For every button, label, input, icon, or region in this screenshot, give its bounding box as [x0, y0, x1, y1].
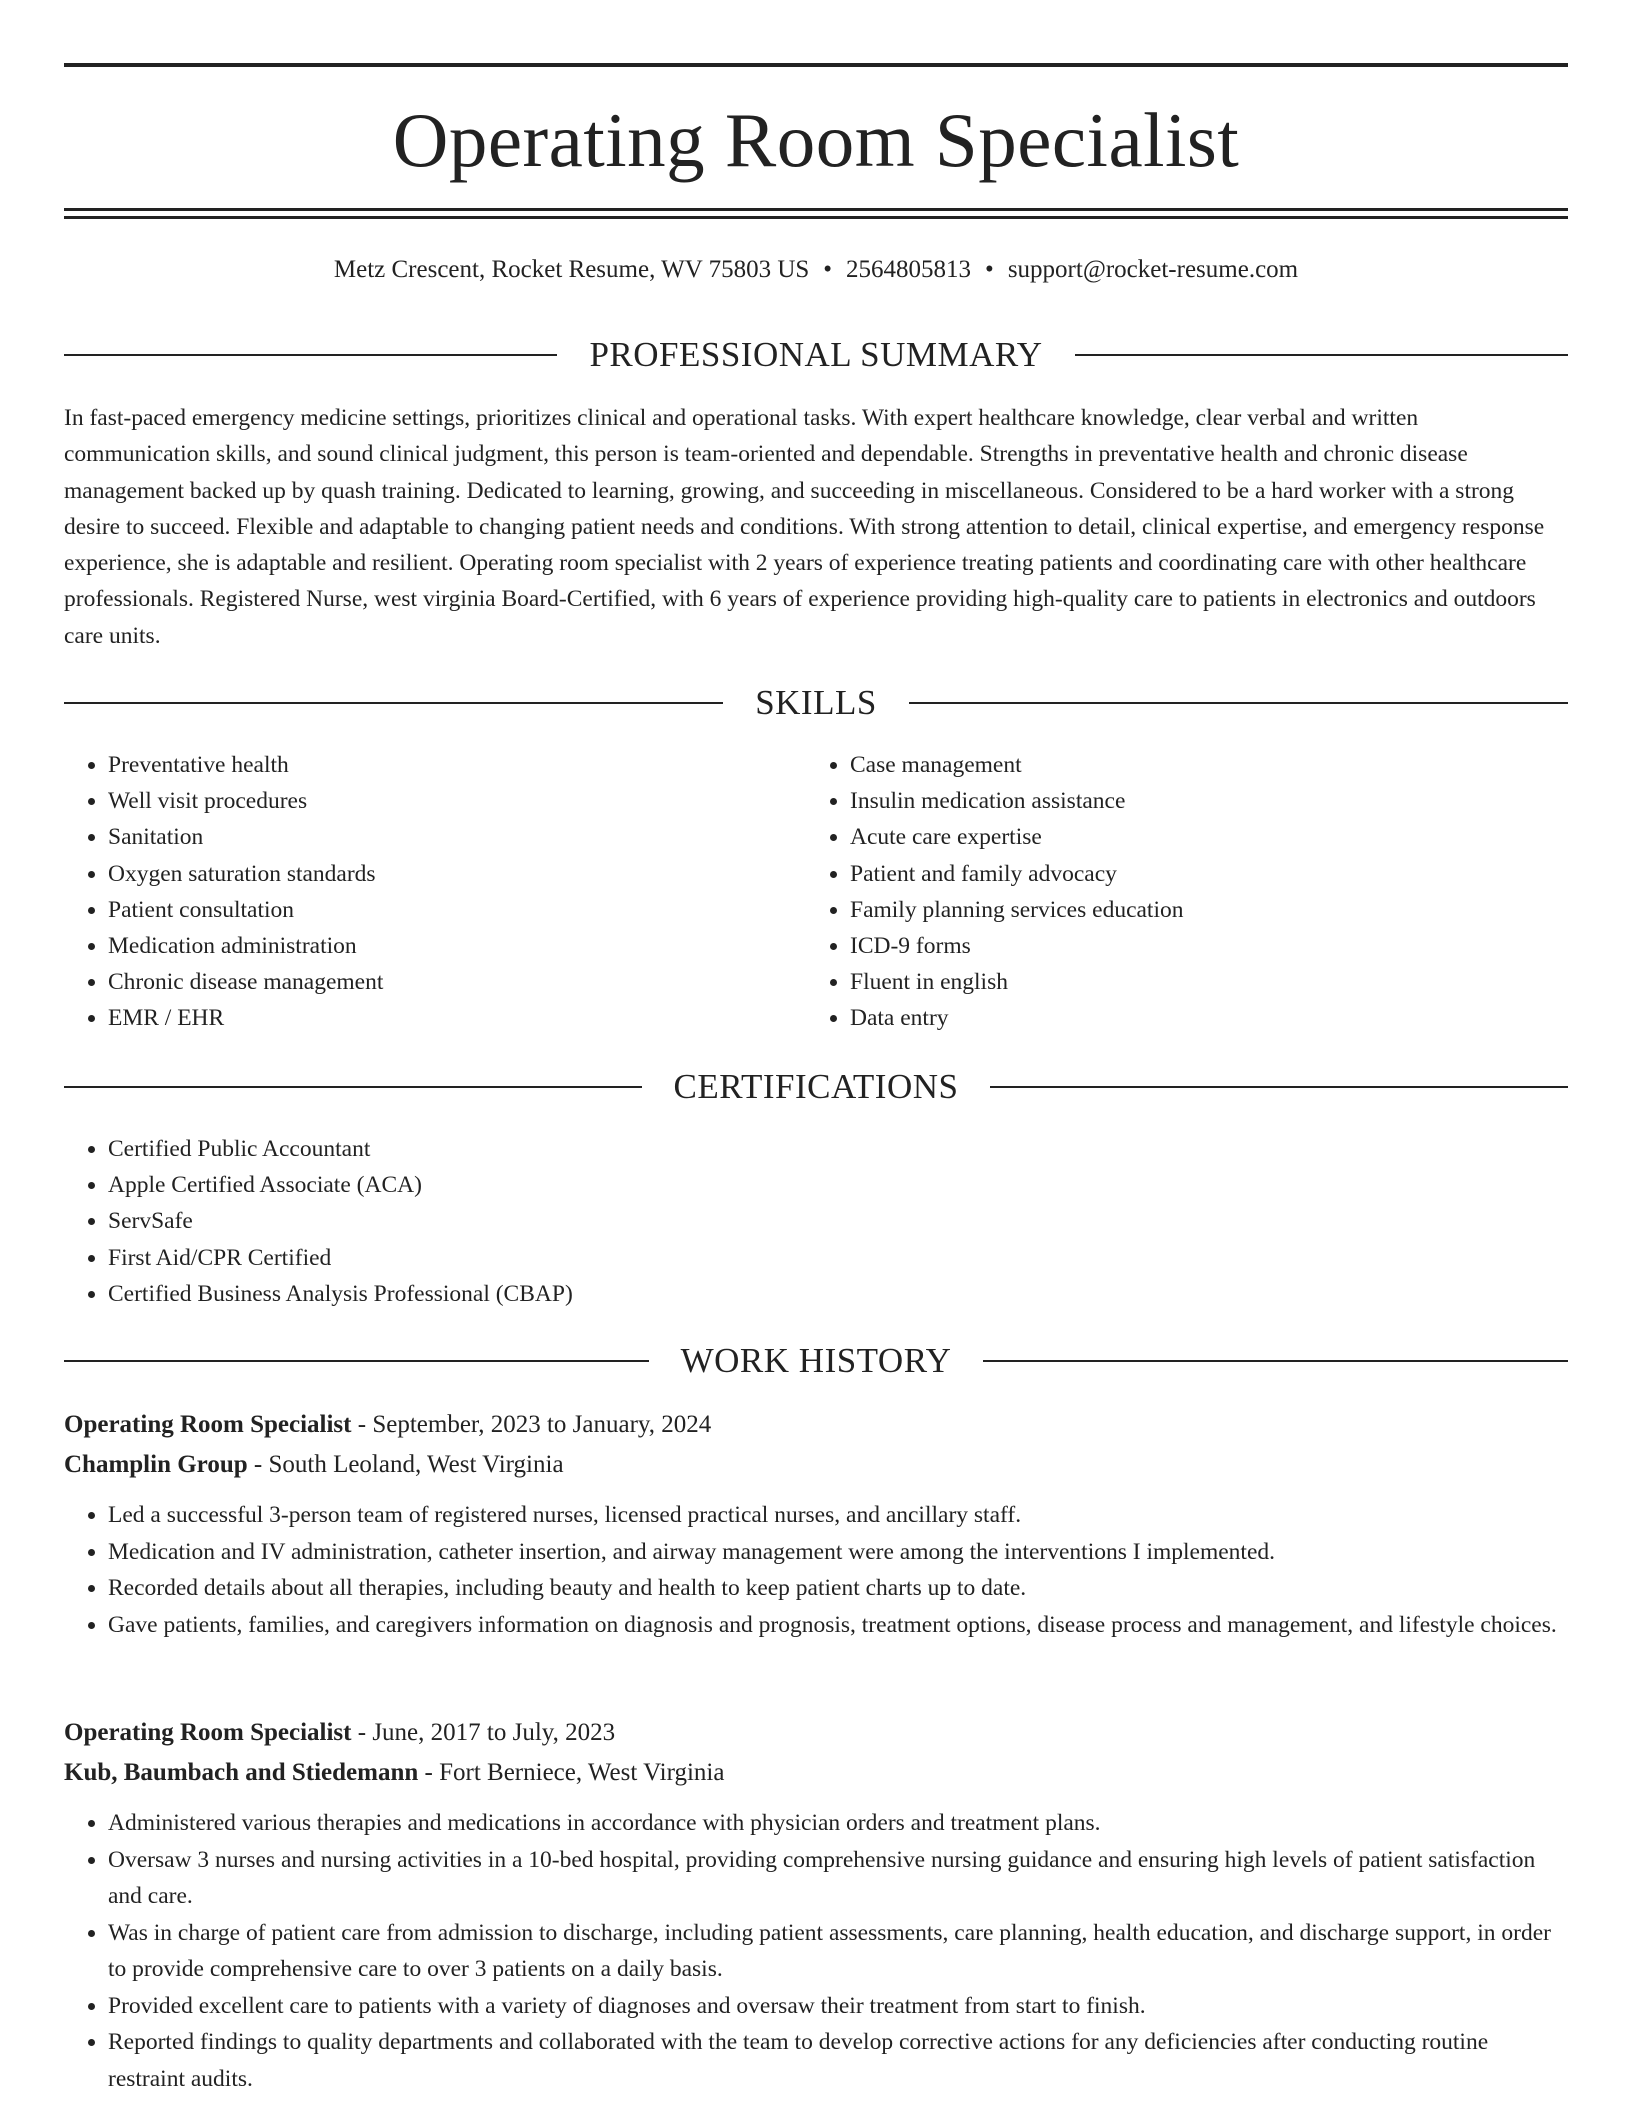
work-history-heading [64, 1339, 1568, 1383]
contact-line [64, 252, 1568, 288]
skill-item: • Sanitation [108, 819, 804, 855]
skill-item: • Case management [850, 747, 1568, 783]
skill-item: • Family planning services education [850, 892, 1568, 928]
skills-left-column [64, 747, 804, 1037]
skill-item: • Patient and family advocacy [850, 856, 1568, 892]
certification-item: • Certified Public Accountant [108, 1131, 1568, 1167]
job-bullet: • Medication and IV administration, catheter insertion, and airway management were among the interventions I implemented. [108, 1534, 1568, 1571]
job-company-line [64, 1753, 1568, 1793]
job-bullets [64, 1497, 1568, 1643]
certification-item: • Apple Certified Associate (ACA) [108, 1167, 1568, 1203]
job-bullet: • Recorded details about all therapies, including beauty and health to keep patient charts up to date. [108, 1570, 1568, 1607]
contact-address: Metz Crescent, Rocket Resume, WV 75803 US [333, 256, 810, 283]
skill-item: • Acute care expertise [850, 819, 1568, 855]
resume-title: Operating Room Specialist [392, 97, 1240, 183]
job-bullet: • Administered various therapies and medications in accordance with physician orders and treatment plans. [108, 1805, 1568, 1842]
skill-item: • Chronic disease management [108, 964, 804, 1000]
heading-rule-left [64, 1086, 642, 1088]
job-bullet: • Led a successful 3-person team of registered nurses, licensed practical nurses, and ancillary staff. [108, 1497, 1568, 1534]
work-history-heading-label: WORK HISTORY [680, 1341, 952, 1380]
job-bullet: • Provided excellent care to patients with a variety of diagnoses and oversaw their treatment from start to finish. [108, 1988, 1568, 2025]
title-rule-lower [64, 216, 1568, 219]
job-bullet: • Gave patients, families, and caregivers information on diagnosis and prognosis, treatment options, disease process and management, and lifestyle choices. [108, 1607, 1568, 1644]
skill-item: • EMR / EHR [108, 1000, 804, 1036]
skill-item: • Preventative health [108, 747, 804, 783]
job-company: Champlin Group [64, 1451, 248, 1478]
job-company: Kub, Baumbach and Stiedemann [64, 1759, 419, 1786]
heading-rule-right [909, 702, 1568, 704]
job-title-line [64, 1713, 1568, 1753]
contact-phone: 2564805813 [846, 256, 972, 283]
heading-rule-left [64, 702, 723, 704]
certifications-list [64, 1131, 1568, 1312]
top-rule [64, 63, 1568, 67]
skills-heading [64, 681, 1568, 725]
job-location: - Fort Berniece, West Virginia [424, 1759, 725, 1786]
summary-heading [64, 333, 1568, 377]
job-title: Operating Room Specialist [64, 1719, 352, 1746]
job-title-line [64, 1405, 1568, 1445]
skills-right-column [806, 747, 1568, 1037]
title-rule-upper [64, 208, 1568, 211]
certification-item: • Certified Business Analysis Professional (CBAP) [108, 1276, 1568, 1312]
contact-email: support@rocket-resume.com [1007, 256, 1299, 283]
heading-rule-right [1075, 354, 1568, 356]
job-bullets [64, 1805, 1568, 2097]
job-title: Operating Room Specialist [64, 1411, 352, 1438]
skill-item: • Data entry [850, 1000, 1568, 1036]
skill-item: • Oxygen saturation standards [108, 856, 804, 892]
job-company-line [64, 1445, 1568, 1485]
job-bullet: • Reported findings to quality departments and collaborated with the team to develop corrective actions for any deficiencies after conducting routine restraint audits. [108, 2024, 1568, 2097]
heading-rule-left [64, 1360, 649, 1362]
job-dates: - September, 2023 to January, 2024 [357, 1411, 712, 1438]
certifications-heading [64, 1065, 1568, 1109]
certification-item: • First Aid/CPR Certified [108, 1240, 1568, 1276]
skill-item: • Well visit procedures [108, 783, 804, 819]
contact-separator: • [823, 256, 833, 283]
heading-rule-right [990, 1086, 1568, 1088]
job-bullet: • Oversaw 3 nurses and nursing activities in a 10-bed hospital, providing comprehensive nursing guidance and ensuring high levels of patient satisfaction and care. [108, 1842, 1568, 1915]
summary-text: In fast-paced emergency medicine settings, prioritizes clinical and operational tasks. With expert healthcare knowledge, clear verbal and written communication skills, and sound clinical judgment, this person is team-oriented and dependable. Strengths in preventative health and chronic disease management backed up by quash training. Dedicated to learning, growing, and succeeding in miscellaneous. Considered to be a hard worker with a strong desire to succeed. Flexible and adaptable to changing patient needs and conditions. With strong attention to detail, clinical expertise, and emergency response experience, she is adaptable and resilient. Operating room specialist with 2 years of experience treating patients and coordinating care with other healthcare professionals. Registered Nurse, west virginia Board-Certified, with 6 years of experience providing high-quality care to patients in electronics and outdoors care units. [64, 405, 1545, 649]
job-bullet: • Was in charge of patient care from admission to discharge, including patient assessments, care planning, health education, and discharge support, in order to provide comprehensive care to over 3 patients on a daily basis. [108, 1915, 1568, 1988]
certifications-heading-label: CERTIFICATIONS [673, 1067, 959, 1106]
job-location: - South Leoland, West Virginia [253, 1451, 564, 1478]
skill-item: • Patient consultation [108, 892, 804, 928]
summary-heading-label: PROFESSIONAL SUMMARY [589, 335, 1043, 374]
skills-heading-label: SKILLS [755, 683, 877, 722]
heading-rule-right [983, 1360, 1568, 1362]
contact-separator: • [985, 256, 994, 283]
certification-item: • ServSafe [108, 1203, 1568, 1239]
skill-item: • Medication administration [108, 928, 804, 964]
resume-page [64, 0, 1568, 2112]
skill-item: • ICD-9 forms [850, 928, 1568, 964]
heading-rule-left [64, 354, 557, 356]
skill-item: • Insulin medication assistance [850, 783, 1568, 819]
job-entry [64, 1405, 1568, 1643]
skill-item: • Fluent in english [850, 964, 1568, 1000]
job-dates: - June, 2017 to July, 2023 [357, 1719, 616, 1746]
job-entry [64, 1713, 1568, 2097]
